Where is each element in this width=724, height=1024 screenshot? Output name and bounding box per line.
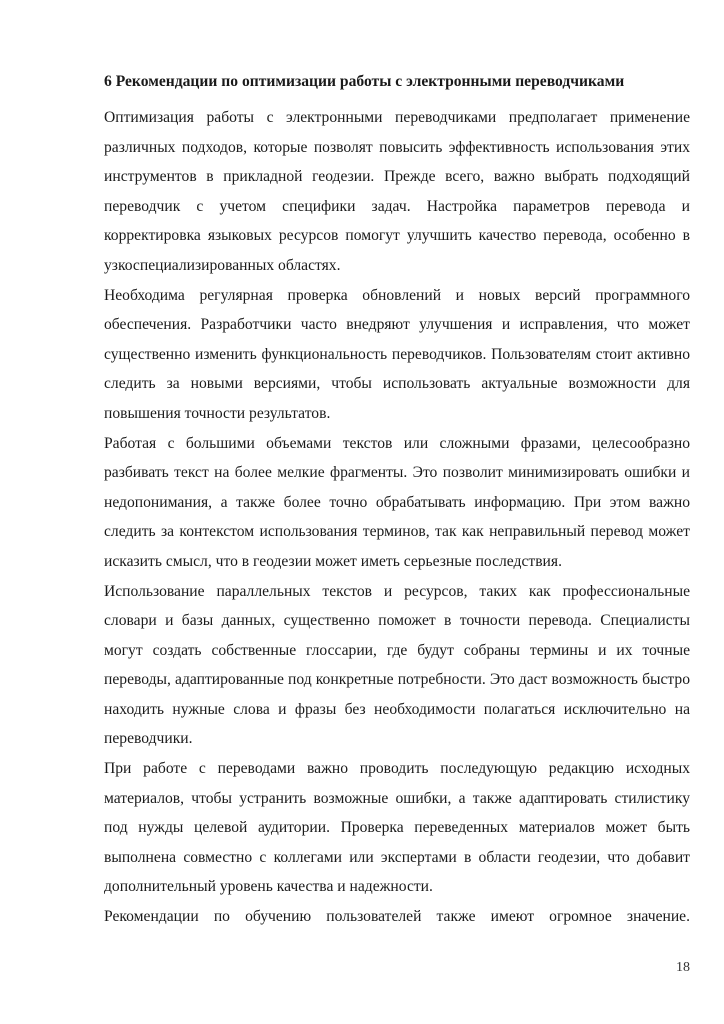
page-number: 18 <box>676 960 690 975</box>
paragraph-4: Использование параллельных текстов и ресурсов, таких как профессиональные словари и базы данных, существенно поможет в точности перевода. Специалисты могут создать собственные глоссарии, где будут собраны термины и их точные переводы, адаптированные под конкретные потребности. Это даст возможность быстро находить нужные слова и фразы без необходимости полагаться исключительно на переводчики. <box>104 582 690 748</box>
paragraph-2: Необходима регулярная проверка обновлений и новых версий программного обеспечения. Разработчики часто внедряют улучшения и исправления, что может существенно изменить функциональность переводчиков. Пользователям стоит активно следить за новыми версиями, чтобы использовать актуальные возможности для повышения точности результатов. <box>104 286 690 422</box>
paragraph-5: При работе с переводами важно проводить последующую редакцию исходных материалов, чтобы устранить возможные ошибки, а также адаптировать стилистику под нужды целевой аудитории. Проверка переведенных материалов может быть выполнена совместно с коллегами или экспертами в области геодезии, что добавит дополнительный уровень качества и надежности. <box>104 760 690 896</box>
document-page <box>104 72 690 932</box>
paragraph-1: Оптимизация работы с электронными переводчиками предполагает применение различных подходов, которые позволят повысить эффективность использования этих инструментов в прикладной геодезии. Прежде всего, важно выбрать подходящий переводчик с учетом специфики задач. Настройка параметров перевода и корректировка языковых ресурсов помогут улучшить качество перевода, особенно в узкоспециализированных областях. <box>104 109 690 274</box>
paragraph-3: Работая с большими объемами текстов или сложными фразами, целесообразно разбивать текст на более мелкие фрагменты. Это позволит минимизировать ошибки и недопонимания, а также более точно обрабатывать информацию. При этом важно следить за контекстом использования терминов, так как неправильный перевод может исказить смысл, что в геодезии может иметь серьезные последствия. <box>104 434 690 570</box>
section-heading: 6 Рекомендации по оптимизации работы с электронными переводчиками <box>104 73 625 90</box>
paragraph-6: Рекомендации по обучению пользователей также имеют огромное значение. <box>104 908 690 926</box>
